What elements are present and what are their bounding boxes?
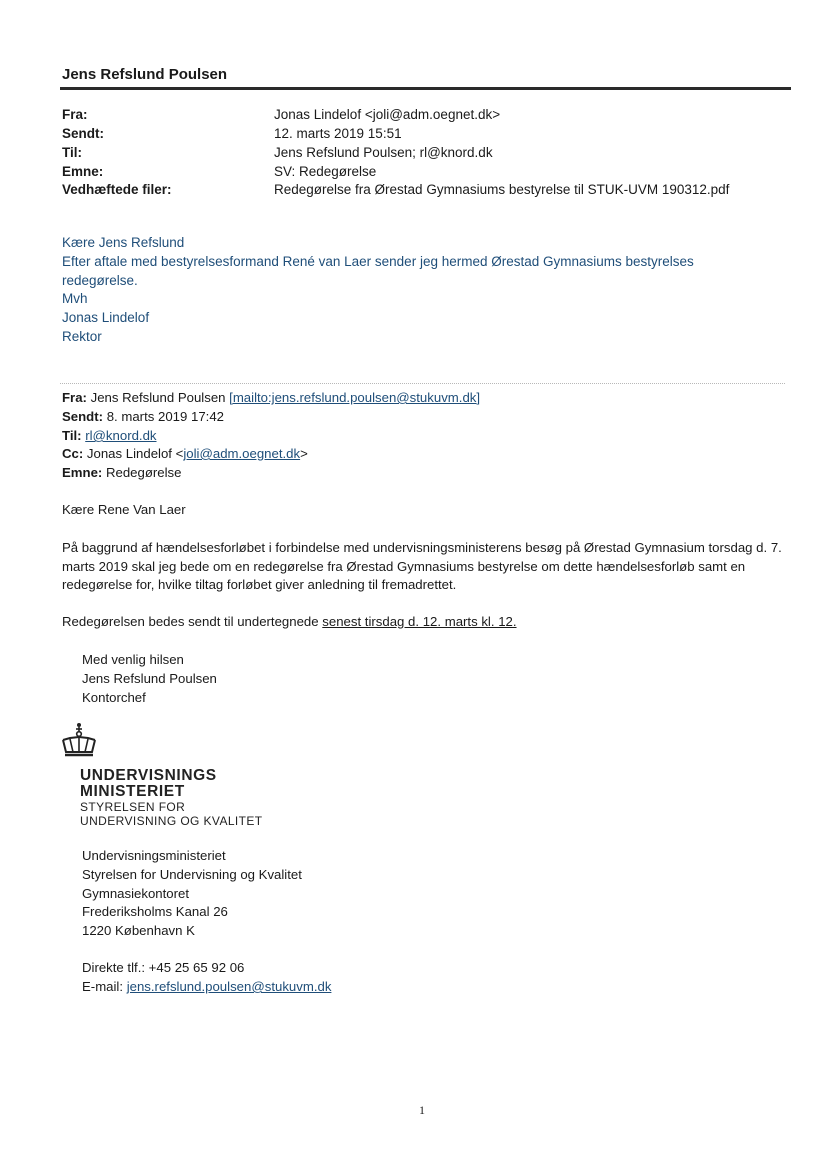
fwd-subject-value: Redegørelse xyxy=(105,465,182,480)
address-line-5: 1220 København K xyxy=(82,923,195,938)
subject-label: Emne: xyxy=(62,164,104,179)
logo-line-2: MINISTERIET xyxy=(80,783,185,800)
attachments-label: Vedhæftede filer: xyxy=(62,182,172,197)
address-line-4: Frederiksholms Kanal 26 xyxy=(82,904,228,919)
address-email-link[interactable]: jens.refslund.poulsen@stukuvm.dk xyxy=(126,979,332,994)
fwd-from-name: Jens Refslund Poulsen xyxy=(90,390,226,405)
to-label: Til: xyxy=(62,145,82,160)
address-phone: Direkte tlf.: +45 25 65 92 06 xyxy=(82,960,245,975)
fwd-from-label: Fra: xyxy=(62,390,87,405)
fwd-sent-label: Sendt: xyxy=(62,409,104,424)
sent-value: 12. marts 2019 15:51 xyxy=(274,126,402,141)
fwd-subject-label: Emne: xyxy=(62,465,103,480)
reply-message: Efter aftale med bestyrelsesformand René van Laer sender jeg hermed Ørestad Gymnasiums bestyrelses redegørelse. xyxy=(62,254,694,288)
logo-line-1: UNDERVISNINGS xyxy=(80,767,217,784)
sent-label: Sendt: xyxy=(62,126,104,141)
letter-closing: Med venlig hilsen xyxy=(82,652,184,667)
address-line-3: Gymnasiekontoret xyxy=(82,886,190,901)
fwd-cc-link[interactable]: joli@adm.oegnet.dk xyxy=(183,446,301,461)
fwd-cc-row xyxy=(62,445,308,464)
attachments-value[interactable]: Redegørelse fra Ørestad Gymnasiums bestyrelse til STUK-UVM 190312.pdf xyxy=(274,182,730,197)
from-value: Jonas Lindelof <joli@adm.oegnet.dk> xyxy=(274,107,501,122)
letter-paragraph-2-start: Redegørelsen bedes sendt til undertegnede xyxy=(62,614,323,629)
fwd-to-link[interactable]: rl@knord.dk xyxy=(85,428,157,443)
letter-signer-title: Kontorchef xyxy=(82,690,146,705)
page-number: 1 xyxy=(419,1103,425,1117)
fwd-sent-row xyxy=(62,408,224,427)
logo-line-3: STYRELSEN FOR xyxy=(80,800,186,814)
fwd-cc-label: Cc: xyxy=(62,446,84,461)
letter-signer-name: Jens Refslund Poulsen xyxy=(82,671,217,686)
crown-icon xyxy=(58,722,100,758)
fwd-from-mailto-link[interactable]: [mailto:jens.refslund.poulsen@stukuvm.dk] xyxy=(229,390,481,405)
logo-line-4: UNDERVISNING OG KVALITET xyxy=(80,813,263,828)
fwd-to-label: Til: xyxy=(62,428,82,443)
fwd-subject-row xyxy=(62,464,181,483)
forward-divider xyxy=(60,383,785,384)
fwd-cc-name: Jonas Lindelof < xyxy=(86,446,184,461)
letter-deadline: senest tirsdag d. 12. marts kl. 12. xyxy=(322,614,517,629)
reply-mvh: Mvh xyxy=(62,291,88,306)
address-line-1: Undervisningsministeriet xyxy=(82,848,226,863)
address-line-2: Styrelsen for Undervisning og Kvalitet xyxy=(82,867,302,882)
address-email-label: E-mail: xyxy=(82,979,127,994)
fwd-to-row xyxy=(62,427,157,446)
reply-signer-title: Rektor xyxy=(62,329,102,344)
subject-value: SV: Redegørelse xyxy=(274,164,377,179)
reply-signer: Jonas Lindelof xyxy=(62,310,150,325)
ministry-logo-title xyxy=(80,768,217,800)
fwd-from-row xyxy=(62,389,480,408)
fwd-cc-end: > xyxy=(300,446,308,461)
from-label: Fra: xyxy=(62,107,88,122)
sender-name: Jens Refslund Poulsen xyxy=(62,66,228,83)
address-email-row xyxy=(82,977,331,996)
to-value: Jens Refslund Poulsen; rl@knord.dk xyxy=(274,145,493,160)
letter-paragraph-1: På baggrund af hændelsesforløbet i forbindelse med undervisningsministerens besøg på Ørestad Gymnasium torsdag d. 7. marts 2019 skal jeg bede om en redegørelse fra Ørestad Gymnasiums bestyrelse om dette hændelsesforløb samt en redegørelse for, hvilke tiltag forløbet giver anledning til fremadrettet. xyxy=(62,540,782,593)
reply-greeting: Kære Jens Refslund xyxy=(62,235,185,250)
header-divider xyxy=(60,87,791,90)
letter-greeting: Kære Rene Van Laer xyxy=(62,502,186,517)
fwd-sent-value: 8. marts 2019 17:42 xyxy=(106,409,224,424)
ministry-logo-subtitle xyxy=(80,801,263,828)
letter-paragraph-2 xyxy=(62,613,782,632)
